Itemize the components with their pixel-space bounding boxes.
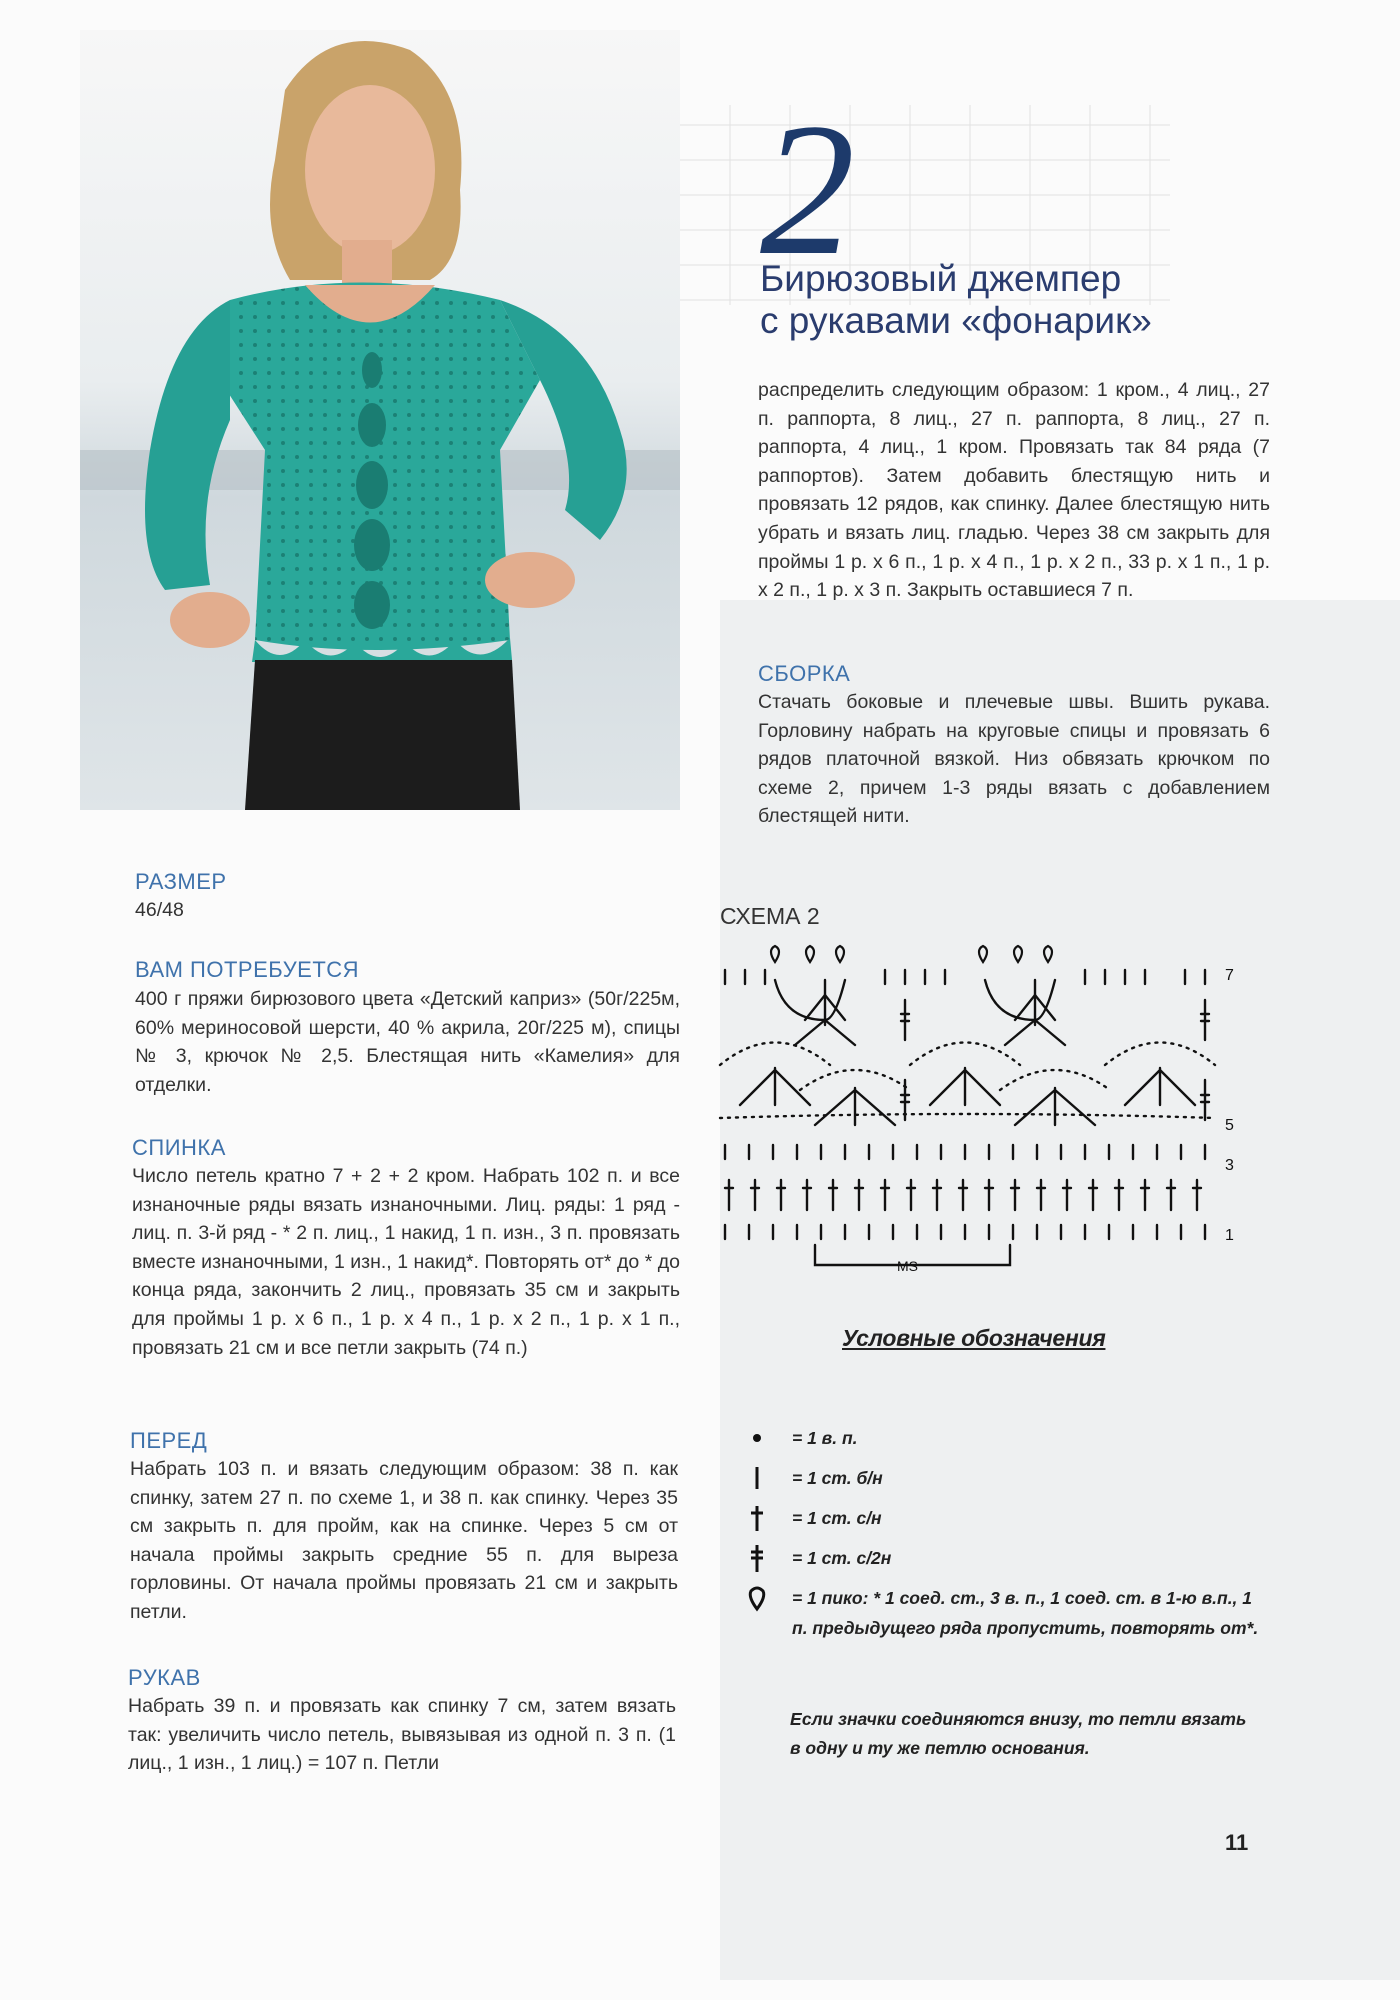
legend-item-5: = 1 пико: * 1 соед. ст., 3 в. п., 1 соед. ст. в 1-ю в.п., 1 п. предыдущего ряда пропустить, повторять от*. (792, 1588, 1259, 1638)
diagram-row-7 (725, 970, 1209, 1045)
sleeve-text: Набрать 39 п. и провязать как спинку 7 см, затем вязать так: увеличить число петель, вывязывая из одной п. 3 п. (1 лиц., 1 изн., 1 лиц.) = 107 п. Петли (128, 1695, 676, 1775)
page-number: 11 (1225, 1830, 1249, 1855)
repeat-label: MS (897, 1258, 918, 1274)
legend-note: Если значки соединяются внизу, то петли вязать в одну и ту же петлю основания. (790, 1709, 1247, 1758)
single-crochet-icon (745, 1463, 769, 1493)
dot-icon (745, 1423, 769, 1453)
crochet-diagram (715, 940, 1260, 1285)
picot-icon (745, 1583, 769, 1613)
assembly-heading: СБОРКА (758, 661, 851, 686)
diagram-row-2 (725, 1180, 1201, 1210)
sleeve-heading: РУКАВ (128, 1665, 201, 1690)
legend-item-1: = 1 в. п. (792, 1428, 858, 1448)
continuation-text: распределить следующим образом: 1 кром., 4 лиц., 27 п. раппорта, 8 лиц., 27 п. раппорта, 8 лиц., 27 п. раппорта, 4 лиц., 1 кром. Провязать так 84 ряда (7 раппортов). Затем добавить блестящую нить и провязать 12 рядов, как спинку. Далее блестящую нить убрать и вязать лиц. гладью. Через 38 см закрыть для проймы 1 р. х 6 п., 1 р. х 4 п., 1 р. х 2 п., 33 р. х 1 п., 1 р. х 2 п., 1 р. х 3 п. Закрыть оставшиеся 7 п. (758, 379, 1270, 602)
scheme-title: СХЕМА 2 (720, 903, 820, 929)
materials-heading: ВАМ ПОТРЕБУЕТСЯ (135, 957, 360, 982)
diagram-fans (720, 1043, 1215, 1126)
back-text: Число петель кратно 7 + 2 + 2 кром. Набрать 102 п. и все изнаночные ряды вязать изнаночными. Лиц. ряды: 1 ряд - лиц. п. 3-й ряд - * 2 п. лиц., 1 накид, 1 п. изн., 3 п. провязать вместе изнаночными, 1 изн., 1 накид*. Повторять от* до * до конца ряда, закончить 2 лиц., провязать 35 см и закрыть для проймы 1 р. х 6 п., 1 р. х 4 п., 1 р. х 2 п., 1 р. х 1 п., провязать 21 см и все петли закрыть (74 п.) (132, 1165, 680, 1359)
legend-item-4: = 1 ст. с/2н (792, 1548, 892, 1568)
assembly-text: Стачать боковые и плечевые швы. Вшить рукава. Горловину набрать на круговые спицы и провязать 6 рядов платочной вязкой. Низ обвязать крючком по схеме 2, причем 1-3 ряды вязать с добавлением блестящей нити. (758, 691, 1270, 828)
diagram-row-1 (725, 1225, 1205, 1239)
legend-heading: Условные обозначения (842, 1325, 1106, 1351)
title-line-2: с рукавами «фонарик» (760, 300, 1152, 341)
size-heading: РАЗМЕР (135, 869, 227, 894)
diagram-row-3 (725, 1145, 1205, 1159)
legend-item-2: = 1 ст. б/н (792, 1468, 883, 1488)
legend-item-3: = 1 ст. с/н (792, 1508, 882, 1528)
front-text: Набрать 103 п. и вязать следующим образом: 38 п. как спинку, затем 27 п. по схеме 1, и 38 п. как спинку. Через 35 см закрыть п. для пройм, как на спинке. Через 5 см от начала проймы закрыть средние 55 п. для выреза горловины. От начала проймы провязать 21 см и закрыть петли. (130, 1458, 678, 1623)
front-heading: ПЕРЕД (130, 1428, 208, 1453)
row-label-3: 3 (1225, 1157, 1234, 1174)
title-line-1: Бирюзовый джемпер (760, 258, 1122, 299)
back-heading: СПИНКА (132, 1135, 226, 1160)
row-label-5: 5 (1225, 1117, 1234, 1134)
materials-text: 400 г пряжи бирюзового цвета «Детский каприз» (50г/225м, 60% мериносовой шерсти, 40 % акрила, 20г/225 м), спицы № 3, крючок № 2,5. Блестящая нить «Камелия» для отделки. (135, 988, 680, 1096)
double-crochet-icon (745, 1503, 769, 1533)
row-label-7: 7 (1225, 967, 1234, 984)
page-title (760, 258, 1152, 342)
size-value: 46/48 (135, 899, 184, 921)
treble-crochet-icon (745, 1543, 769, 1573)
model-photo (80, 30, 680, 810)
diagram-picots (771, 946, 1052, 962)
row-label-1: 1 (1225, 1227, 1234, 1244)
pattern-number: 2 (760, 85, 855, 295)
